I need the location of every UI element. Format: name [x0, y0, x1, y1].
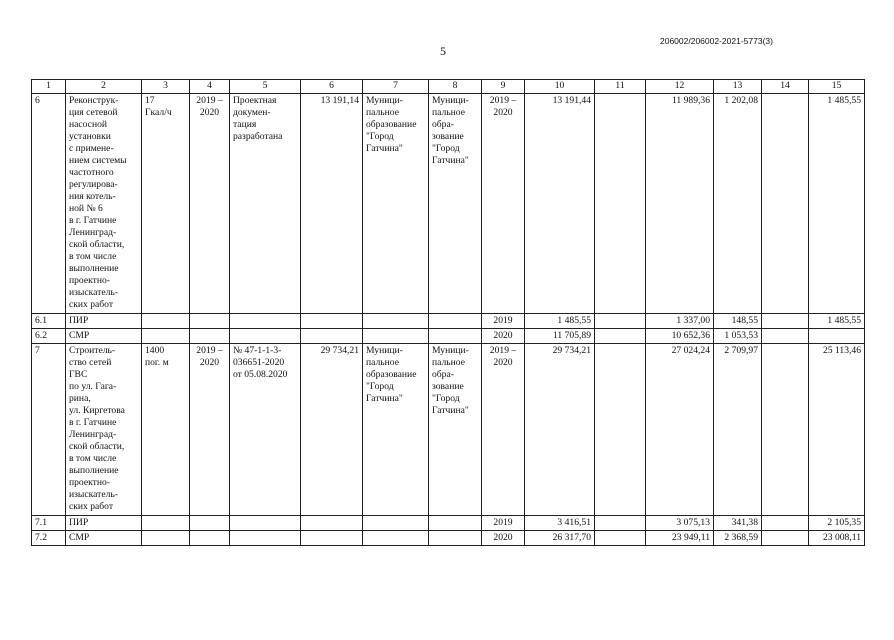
amount: 29 734,21: [525, 344, 595, 516]
column-header: 13: [714, 80, 762, 94]
column-header: 15: [809, 80, 865, 94]
year: 2019 – 2020: [482, 94, 525, 314]
column-header: 9: [482, 80, 525, 94]
period: [190, 314, 230, 329]
work-description: СМР: [66, 531, 142, 546]
amount: [595, 94, 646, 314]
capacity: [142, 516, 190, 531]
amount: 23 008,11: [809, 531, 865, 546]
amount: [762, 516, 809, 531]
period: [190, 531, 230, 546]
municipality: Муници- пальное образование "Город Гатчина": [363, 94, 429, 314]
column-header: 2: [66, 80, 142, 94]
column-header: 3: [142, 80, 190, 94]
column-header: 8: [429, 80, 482, 94]
amount: 13 191,44: [525, 94, 595, 314]
work-description: ПИР: [66, 314, 142, 329]
year: 2019: [482, 516, 525, 531]
capacity: [142, 314, 190, 329]
capacity: 1400 пог. м: [142, 344, 190, 516]
table-row: [32, 329, 865, 344]
table-row: [32, 516, 865, 531]
amount: 10 652,36: [646, 329, 714, 344]
capacity: [142, 329, 190, 344]
amount: 26 317,70: [525, 531, 595, 546]
amount: [595, 329, 646, 344]
amount: 25 113,46: [809, 344, 865, 516]
amount: 1 202,08: [714, 94, 762, 314]
cost-value: 13 191,14: [301, 94, 363, 314]
amount: [595, 344, 646, 516]
municipality: [429, 314, 482, 329]
capacity: [142, 531, 190, 546]
amount: 1 485,55: [809, 314, 865, 329]
row-number: 7.1: [32, 516, 66, 531]
amount: 23 949,11: [646, 531, 714, 546]
amount: 148,55: [714, 314, 762, 329]
column-header: 7: [363, 80, 429, 94]
amount: [762, 94, 809, 314]
amount: [809, 329, 865, 344]
amount: 1 337,00: [646, 314, 714, 329]
municipality: [363, 516, 429, 531]
document-number: 206002/206002-2021-5773(3): [660, 36, 773, 46]
column-header: 10: [525, 80, 595, 94]
municipality: Муници- пальное обра- зование "Город Гатчина": [429, 344, 482, 516]
work-description: СМР: [66, 329, 142, 344]
period: 2019 – 2020: [190, 94, 230, 314]
column-header: 14: [762, 80, 809, 94]
municipality: [429, 329, 482, 344]
cost-value: 29 734,21: [301, 344, 363, 516]
year: 2020: [482, 329, 525, 344]
column-header: 4: [190, 80, 230, 94]
page-number: 5: [440, 44, 446, 58]
municipality: [363, 329, 429, 344]
project-docs: [230, 531, 301, 546]
row-number: 7.2: [32, 531, 66, 546]
row-number: 6: [32, 94, 66, 314]
column-header: 11: [595, 80, 646, 94]
amount: 2 709,97: [714, 344, 762, 516]
work-description: Строитель- ство сетей ГВС по ул. Гага- рина, ул. Киргетова в г. Гатчине Ленинград- ской области, в том числе выполнение проектно- изыскатель- ских работ: [66, 344, 142, 516]
municipality: [429, 516, 482, 531]
column-header: 1: [32, 80, 66, 94]
project-docs: [230, 329, 301, 344]
data-table: [31, 79, 865, 546]
year: 2020: [482, 531, 525, 546]
table-row: [32, 344, 865, 516]
municipality: Муници- пальное образование "Город Гатчина": [363, 344, 429, 516]
capacity: 17 Гкал/ч: [142, 94, 190, 314]
municipality: Муници- пальное обра- зование "Город Гатчина": [429, 94, 482, 314]
amount: 2 105,35: [809, 516, 865, 531]
amount: 1 485,55: [809, 94, 865, 314]
amount: 3 416,51: [525, 516, 595, 531]
project-docs: № 47-1-1-3- 036651-2020 от 05.08.2020: [230, 344, 301, 516]
column-header: 12: [646, 80, 714, 94]
cost-value: [301, 314, 363, 329]
municipality: [363, 314, 429, 329]
amount: [762, 314, 809, 329]
table-row: [32, 314, 865, 329]
amount: 1 053,53: [714, 329, 762, 344]
work-description: ПИР: [66, 516, 142, 531]
project-docs: [230, 314, 301, 329]
amount: [595, 516, 646, 531]
period: [190, 329, 230, 344]
amount: [762, 344, 809, 516]
cost-value: [301, 329, 363, 344]
municipality: [363, 531, 429, 546]
period: 2019 – 2020: [190, 344, 230, 516]
cost-value: [301, 516, 363, 531]
table-row: [32, 94, 865, 314]
amount: [762, 531, 809, 546]
municipality: [429, 531, 482, 546]
column-header: 5: [230, 80, 301, 94]
amount: 1 485,55: [525, 314, 595, 329]
amount: 27 024,24: [646, 344, 714, 516]
amount: [595, 531, 646, 546]
row-number: 7: [32, 344, 66, 516]
row-number: 6.2: [32, 329, 66, 344]
amount: 3 075,13: [646, 516, 714, 531]
amount: 11 989,36: [646, 94, 714, 314]
amount: [595, 314, 646, 329]
amount: 341,38: [714, 516, 762, 531]
cost-value: [301, 531, 363, 546]
amount: 2 368,59: [714, 531, 762, 546]
year: 2019: [482, 314, 525, 329]
work-description: Реконструк- ция сетевой насосной установки с примене- нием системы частотного регулирова- ния котель- ной № 6 в г. Гатчине Ленинград- ской области, в том числе выполнение проектно- изыскатель- ских работ: [66, 94, 142, 314]
project-docs: Проектная докумен- тация разработана: [230, 94, 301, 314]
table-row: [32, 531, 865, 546]
table-header-row: [32, 80, 865, 94]
project-docs: [230, 516, 301, 531]
row-number: 6.1: [32, 314, 66, 329]
amount: 11 705,89: [525, 329, 595, 344]
year: 2019 – 2020: [482, 344, 525, 516]
column-header: 6: [301, 80, 363, 94]
amount: [762, 329, 809, 344]
period: [190, 516, 230, 531]
